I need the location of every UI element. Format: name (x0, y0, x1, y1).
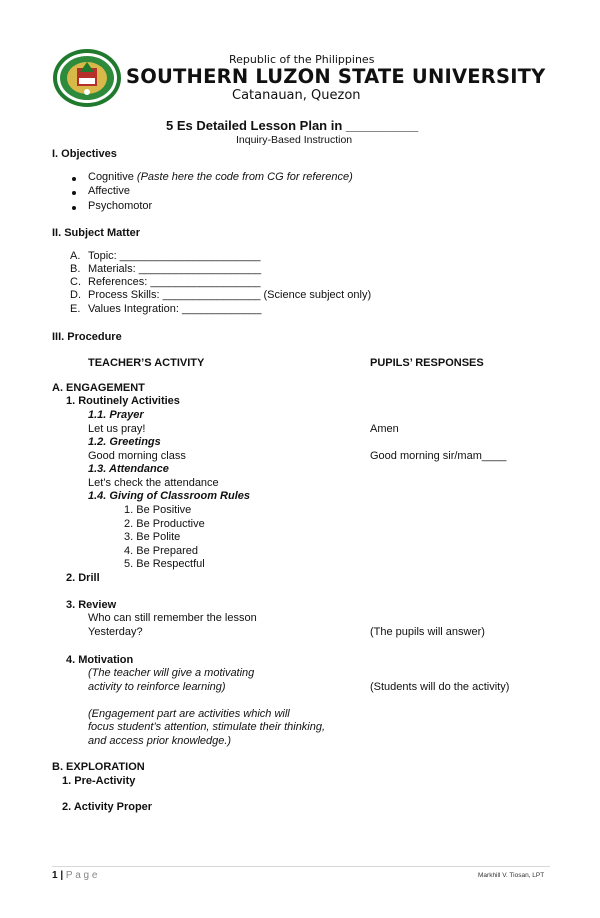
objective-cognitive: Cognitive (Paste here the code from CG for reference) (88, 171, 353, 183)
engagement-note-3: and access prior knowledge.) (88, 735, 232, 747)
page-number: 1 | P a g e (52, 870, 98, 881)
subject-item-references: References: __________________ (88, 276, 261, 288)
motivation-response: (Students will do the activity) (370, 681, 510, 693)
pupils-responses-header: PUPILS’ RESPONSES (370, 357, 484, 369)
prayer-response: Amen (370, 423, 399, 435)
objectives-heading: I. Objectives (52, 148, 117, 160)
footer-divider (52, 866, 550, 867)
footer-author: Markhill V. Tiosan, LPT (478, 872, 545, 879)
objective-affective: Affective (88, 185, 130, 197)
prayer-text: Let us pray! (88, 423, 146, 435)
subject-item-materials: Materials: ____________________ (88, 263, 262, 275)
drill-heading: 2. Drill (66, 572, 100, 584)
teacher-activity-header: TEACHER’S ACTIVITY (88, 357, 205, 369)
rule-item: 2. Be Productive (124, 518, 205, 530)
rule-item: 5. Be Respectful (124, 558, 205, 570)
lesson-plan-title: 5 Es Detailed Lesson Plan in __________ (166, 118, 419, 133)
review-text-2: Yesterday? (88, 626, 143, 638)
subject-item-values: Values Integration: _____________ (88, 303, 262, 315)
subject-item-letter: D. (70, 289, 81, 301)
subject-item-topic: Topic: _______________________ (88, 250, 261, 262)
bullet-icon (72, 177, 76, 181)
engagement-heading: A. ENGAGEMENT (52, 382, 145, 394)
motivation-text-1: (The teacher will give a motivating (88, 667, 255, 679)
bullet-icon (72, 206, 76, 210)
pre-activity-heading: 1. Pre-Activity (62, 775, 136, 787)
activity-proper-heading: 2. Activity Proper (62, 801, 153, 813)
subject-matter-heading: II. Subject Matter (52, 227, 141, 239)
subject-item-letter: B. (70, 263, 81, 275)
subject-item-process-skills: Process Skills: ________________ (Science subject only) (88, 289, 372, 301)
republic-text: Republic of the Philippines (229, 53, 375, 66)
university-name: SOUTHERN LUZON STATE UNIVERSITY (126, 65, 546, 88)
greetings-heading: 1.2. Greetings (88, 436, 161, 448)
lesson-plan-subtitle: Inquiry-Based Instruction (236, 134, 353, 146)
subject-item-letter: E. (70, 303, 81, 315)
prayer-heading: 1.1. Prayer (88, 409, 144, 421)
engagement-note-2: focus student’s attention, stimulate their thinking, (88, 721, 326, 733)
subject-item-letter: C. (70, 276, 81, 288)
campus-text: Catanauan, Quezon (232, 88, 361, 103)
review-response: (The pupils will answer) (370, 626, 485, 638)
rule-item: 1. Be Positive (124, 504, 192, 516)
objective-psychomotor: Psychomotor (88, 200, 153, 212)
motivation-heading: 4. Motivation (66, 654, 134, 666)
review-heading: 3. Review (66, 599, 117, 611)
engagement-note-1: (Engagement part are activities which will (88, 708, 290, 720)
bullet-icon (72, 191, 76, 195)
classroom-rules-heading: 1.4. Giving of Classroom Rules (88, 490, 250, 502)
greetings-response: Good morning sir/mam____ (370, 450, 507, 462)
rule-item: 3. Be Polite (124, 531, 181, 543)
rule-item: 4. Be Prepared (124, 545, 198, 557)
subject-item-letter: A. (70, 250, 81, 262)
review-text-1: Who can still remember the lesson (88, 612, 257, 624)
routinely-activities: 1. Routinely Activities (66, 395, 180, 407)
attendance-heading: 1.3. Attendance (88, 463, 169, 475)
greetings-text: Good morning class (88, 450, 186, 462)
university-seal-logo (52, 48, 122, 108)
exploration-heading: B. EXPLORATION (52, 761, 145, 773)
motivation-text-2: activity to reinforce learning) (88, 681, 226, 693)
procedure-heading: III. Procedure (52, 331, 122, 343)
attendance-text: Let’s check the attendance (88, 477, 219, 489)
